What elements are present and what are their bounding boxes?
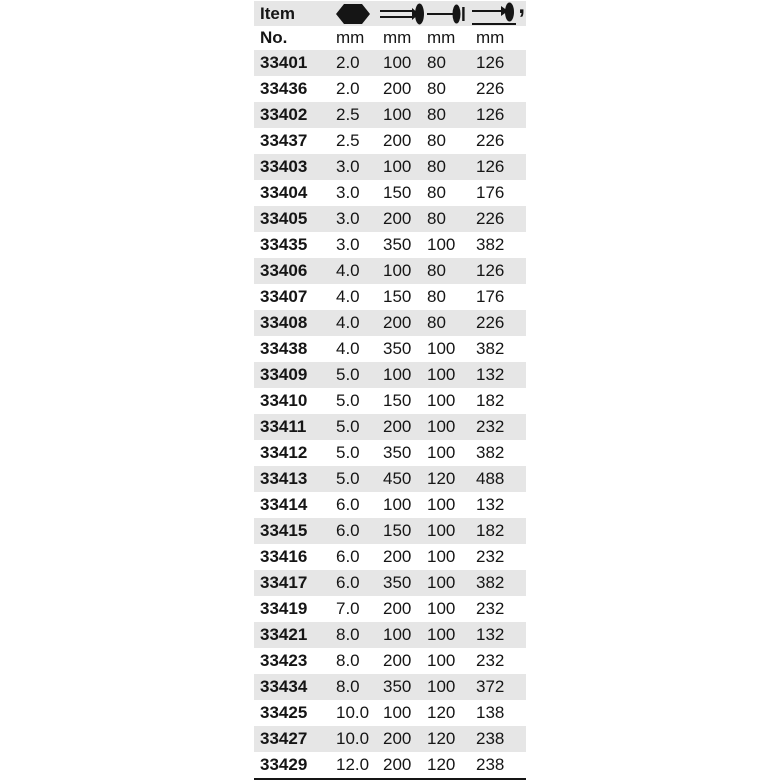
blade-length-cell: 100 [383,53,412,72]
table-header-icons-row [254,1,526,26]
handle-length-cell: 80 [427,131,446,150]
overall-length-cell: 238 [476,729,505,748]
item-no-cell: 33406 [260,261,308,280]
unit-label-hex: mm [336,28,365,47]
item-no-cell: 33404 [260,183,308,202]
hex-size-cell: 2.0 [336,79,360,98]
hex-size-cell: 5.0 [336,391,360,410]
blade-length-cell: 100 [383,625,412,644]
item-no-cell: 33413 [260,469,308,488]
overall-length-cell: 372 [476,677,505,696]
handle-length-cell: 100 [427,651,456,670]
overall-length-cell: 232 [476,417,505,436]
table-row [254,674,526,700]
hex-size-cell: 3.0 [336,183,360,202]
hex-size-cell: 6.0 [336,573,360,592]
handle-length-cell: 80 [427,157,446,176]
handle-length-cell: 100 [427,599,456,618]
handle-length-cell: 100 [427,365,456,384]
blade-length-cell: 350 [383,677,412,696]
hex-size-cell: 5.0 [336,469,360,488]
overall-length-cell: 382 [476,235,505,254]
unit-label-overall: mm [476,28,505,47]
unit-label-handle: mm [427,28,456,47]
table-row [254,544,526,570]
table-row [254,232,526,258]
overall-length-cell: 126 [476,53,505,72]
table-row [254,284,526,310]
item-no-cell: 33427 [260,729,308,748]
overall-length-cell: 226 [476,209,505,228]
table-row [254,180,526,206]
handle-length-cell: 80 [427,105,446,124]
item-no-cell: 33417 [260,573,308,592]
item-no-cell: 33438 [260,339,308,358]
item-no-cell: 33419 [260,599,308,618]
table-row [254,362,526,388]
blade-length-cell: 200 [383,729,412,748]
table-row [254,466,526,492]
blade-length-cell: 100 [383,703,412,722]
hex-size-cell: 8.0 [336,677,360,696]
handle-length-cell: 80 [427,53,446,72]
hex-size-cell: 6.0 [336,521,360,540]
item-no-cell: 33410 [260,391,308,410]
handle-length-cell: 120 [427,729,456,748]
unit-label-blade: mm [383,28,412,47]
hex-size-cell: 5.0 [336,443,360,462]
overall-length-cell: 232 [476,651,505,670]
product-spec-table [254,1,526,780]
blade-length-cell: 200 [383,417,412,436]
blade-length-cell: 100 [383,495,412,514]
overall-length-cell: 138 [476,703,505,722]
table-row [254,102,526,128]
handle-length-cell: 100 [427,547,456,566]
handle-length-cell: 100 [427,417,456,436]
table-row [254,700,526,726]
blade-length-cell: 350 [383,235,412,254]
table-row [254,258,526,284]
handle-length-cell: 80 [427,209,446,228]
table-row [254,310,526,336]
hex-size-cell: 4.0 [336,261,360,280]
overall-length-cell: 132 [476,365,505,384]
blade-length-cell: 200 [383,79,412,98]
header-no-label: No. [260,28,288,47]
hex-size-cell: 6.0 [336,547,360,566]
overall-length-cell: 226 [476,79,505,98]
hex-size-cell: 2.5 [336,105,360,124]
blade-length-cell: 150 [383,391,412,410]
item-no-cell: 33409 [260,365,308,384]
hex-size-cell: 8.0 [336,651,360,670]
table-row [254,752,526,778]
item-no-cell: 33403 [260,157,308,176]
item-no-cell: 33423 [260,651,308,670]
overall-length-cell: 126 [476,157,505,176]
blade-length-cell: 200 [383,755,412,774]
item-no-cell: 33412 [260,443,308,462]
handle-length-cell: 100 [427,339,456,358]
hex-size-cell: 6.0 [336,495,360,514]
table-row [254,570,526,596]
hex-size-cell: 4.0 [336,313,360,332]
handle-length-cell: 100 [427,495,456,514]
table-row [254,50,526,76]
hex-size-cell: 7.0 [336,599,360,618]
table-body [254,50,526,778]
hex-size-icon [334,1,380,27]
blade-length-cell: 100 [383,105,412,124]
blade-length-cell: 200 [383,131,412,150]
overall-length-cell: 176 [476,183,505,202]
table-row [254,388,526,414]
hex-size-cell: 5.0 [336,365,360,384]
hex-size-cell: 3.0 [336,157,360,176]
item-no-cell: 33415 [260,521,308,540]
blade-length-cell: 150 [383,287,412,306]
handle-length-cell: 100 [427,677,456,696]
hex-size-cell: 10.0 [336,703,370,722]
overall-length-cell: 382 [476,573,505,592]
blade-length-cell: 100 [383,157,412,176]
hex-size-cell: 4.0 [336,287,360,306]
blade-length-cell: 150 [383,521,412,540]
table-row [254,206,526,232]
item-no-cell: 33411 [260,417,307,436]
handle-length-icon [424,1,472,27]
handle-length-cell: 100 [427,521,456,540]
hex-size-cell: 10.0 [336,729,370,748]
header-item-label: Item [260,4,295,23]
handle-length-cell: 100 [427,573,456,592]
item-no-cell: 33425 [260,703,308,722]
overall-length-cell: 126 [476,261,505,280]
table-row [254,622,526,648]
table-row [254,414,526,440]
item-no-cell: 33421 [260,625,308,644]
handle-length-cell: 100 [427,235,456,254]
hex-size-cell: 2.0 [336,53,360,72]
item-no-cell: 33434 [260,677,308,696]
item-no-cell: 33405 [260,209,308,228]
handle-length-cell: 100 [427,391,456,410]
blade-length-cell: 200 [383,547,412,566]
handle-length-cell: 80 [427,261,446,280]
table-row [254,440,526,466]
blade-length-icon [380,1,424,27]
overall-length-cell: 182 [476,521,505,540]
handle-length-cell: 80 [427,183,446,202]
blade-length-cell: 200 [383,651,412,670]
overall-length-cell: 382 [476,443,505,462]
table-row [254,492,526,518]
handle-length-cell: 100 [427,625,456,644]
blade-length-cell: 200 [383,209,412,228]
overall-length-cell: 176 [476,287,505,306]
overall-length-cell: 126 [476,105,505,124]
cropped-next-column-mark: , [518,0,525,19]
table-row [254,518,526,544]
table-row [254,154,526,180]
overall-length-cell: 488 [476,469,505,488]
item-no-cell: 33435 [260,235,308,254]
item-no-cell: 33429 [260,755,308,774]
handle-length-cell: 100 [427,443,456,462]
table-row [254,648,526,674]
blade-length-cell: 450 [383,469,412,488]
item-no-cell: 33408 [260,313,308,332]
overall-length-cell: 232 [476,599,505,618]
overall-length-cell: 238 [476,755,505,774]
table-row [254,128,526,154]
table-row [254,596,526,622]
overall-length-cell: 226 [476,313,505,332]
hex-size-cell: 12.0 [336,755,370,774]
handle-length-cell: 120 [427,755,456,774]
handle-length-cell: 80 [427,287,446,306]
item-no-cell: 33402 [260,105,308,124]
overall-length-cell: 182 [476,391,505,410]
overall-length-cell: 132 [476,625,505,644]
hex-size-cell: 2.5 [336,131,360,150]
item-no-cell: 33437 [260,131,308,150]
hex-size-cell: 3.0 [336,209,360,228]
blade-length-cell: 200 [383,599,412,618]
table-row [254,726,526,752]
handle-length-cell: 80 [427,313,446,332]
overall-length-cell: 132 [476,495,505,514]
handle-length-cell: 120 [427,703,456,722]
table-header-units-row [254,26,526,50]
blade-length-cell: 350 [383,339,412,358]
item-no-cell: 33407 [260,287,308,306]
hex-size-cell: 4.0 [336,339,360,358]
hex-size-cell: 5.0 [336,417,360,436]
table-row [254,76,526,102]
blade-length-cell: 200 [383,313,412,332]
blade-length-cell: 350 [383,443,412,462]
item-no-cell: 33414 [260,495,308,514]
blade-length-cell: 150 [383,183,412,202]
blade-length-cell: 350 [383,573,412,592]
handle-length-cell: 80 [427,79,446,98]
overall-length-cell: 226 [476,131,505,150]
hex-size-cell: 8.0 [336,625,360,644]
overall-length-cell: 382 [476,339,505,358]
hex-size-cell: 3.0 [336,235,360,254]
blade-length-cell: 100 [383,261,412,280]
overall-length-cell: 232 [476,547,505,566]
handle-length-cell: 120 [427,469,456,488]
table-row [254,336,526,362]
blade-length-cell: 100 [383,365,412,384]
item-no-cell: 33416 [260,547,308,566]
item-no-cell: 33401 [260,53,308,72]
item-no-cell: 33436 [260,79,308,98]
